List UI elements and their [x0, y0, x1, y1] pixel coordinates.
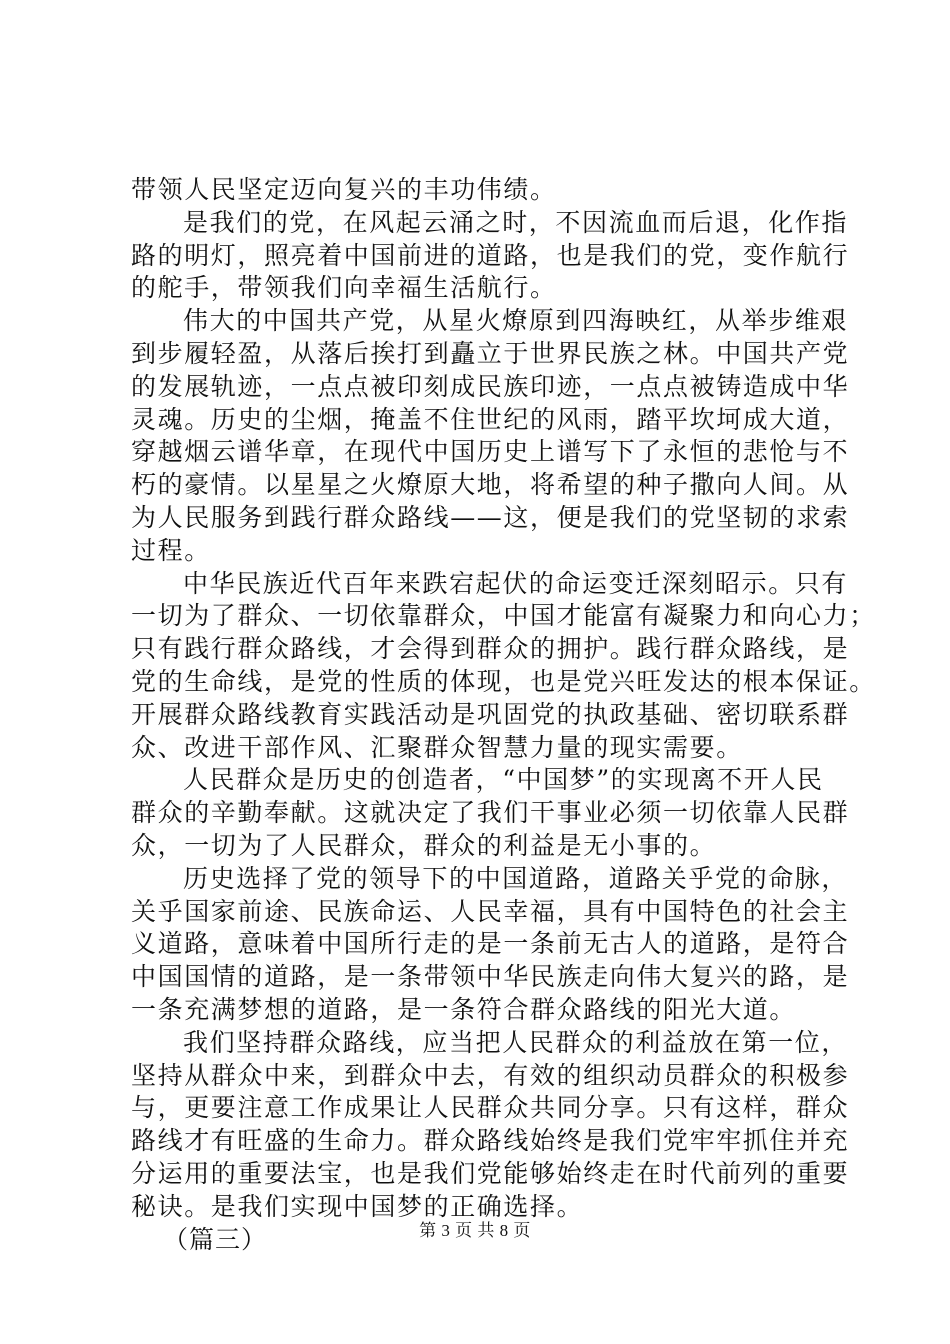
text-line: 党的生命线，是党的性质的体现，也是党兴旺发达的根本保证。 [131, 666, 876, 696]
text-line: 的发展轨迹，一点点被印刻成民族印迹，一点点被铸造成中华 [131, 371, 850, 401]
text-line: 分运用的重要法宝，也是我们党能够始终走在时代前列的重要 [131, 1158, 850, 1188]
text-line: 人民群众是历史的创造者，“中国梦”的实现离不开人民 [183, 765, 824, 795]
text-line: 关乎国家前途、民族命运、人民幸福，具有中国特色的社会主 [131, 896, 850, 926]
text-line: 是我们的党，在风起云涌之时，不因流血而后退，化作指 [183, 207, 849, 237]
text-line: 朽的豪情。以星星之火燎原大地，将希望的种子撒向人间。从 [131, 470, 850, 500]
text-line: 的舵手，带领我们向幸福生活航行。 [131, 273, 557, 303]
text-line: 为人民服务到践行群众路线——这，便是我们的党坚韧的求索 [131, 502, 850, 532]
text-line: 灵魂。历史的尘烟，掩盖不住世纪的风雨，踏平坎坷成大道， [131, 404, 850, 434]
text-line: 中国国情的道路，是一条带领中华民族走向伟大复兴的路，是 [131, 962, 850, 992]
text-line: 到步履轻盈，从落后挨打到矗立于世界民族之林。中国共产党 [131, 338, 850, 368]
text-line: 义道路，意味着中国所行走的是一条前无古人的道路，是符合 [131, 929, 850, 959]
text-line: 秘诀。是我们实现中国梦的正确选择。 [131, 1191, 584, 1221]
text-line: 路线才有旺盛的生命力。群众路线始终是我们党牢牢抓住并充 [131, 1126, 850, 1156]
text-line: 中华民族近代百年来跌宕起伏的命运变迁深刻昭示。只有 [183, 568, 849, 598]
page-number: 第 3 页 共 8 页 [419, 1221, 531, 1240]
text-line: 一条充满梦想的道路，是一条符合群众路线的阳光大道。 [131, 994, 797, 1024]
text-line: 伟大的中国共产党，从星火燎原到四海映红，从举步维艰 [183, 306, 849, 336]
text-line: 过程。 [131, 535, 211, 565]
text-line: 众，一切为了人民群众，群众的利益是无小事的。 [131, 830, 717, 860]
section-heading: （篇三） [163, 1224, 268, 1254]
text-line: 路的明灯，照亮着中国前进的道路，也是我们的党，变作航行 [131, 240, 850, 270]
text-line: 我们坚持群众路线，应当把人民群众的利益放在第一位， [183, 1027, 849, 1057]
text-line: 历史选择了党的领导下的中国道路，道路关乎党的命脉， [183, 863, 849, 893]
body-text [131, 174, 876, 1256]
text-line: 带领人民坚定迈向复兴的丰功伟绩。 [131, 175, 557, 204]
text-line: 群众的辛勤奉献。这就决定了我们干事业必须一切依靠人民群 [131, 798, 850, 828]
text-line: 众、改进干部作风、汇聚群众智慧力量的现实需要。 [131, 732, 743, 762]
text-line: 开展群众路线教育实践活动是巩固党的执政基础、密切联系群 [131, 699, 850, 729]
text-line: 一切为了群众、一切依靠群众，中国才能富有凝聚力和向心力； [131, 601, 876, 631]
text-line: 坚持从群众中来，到群众中去，有效的组织动员群众的积极参 [131, 1060, 850, 1090]
text-line: 与，更要注意工作成果让人民群众共同分享。只有这样，群众 [131, 1093, 850, 1123]
text-line: 穿越烟云谱华章，在现代中国历史上谱写下了永恒的悲怆与不 [131, 437, 850, 467]
text-line: 只有践行群众路线，才会得到群众的拥护。践行群众路线，是 [131, 634, 850, 664]
